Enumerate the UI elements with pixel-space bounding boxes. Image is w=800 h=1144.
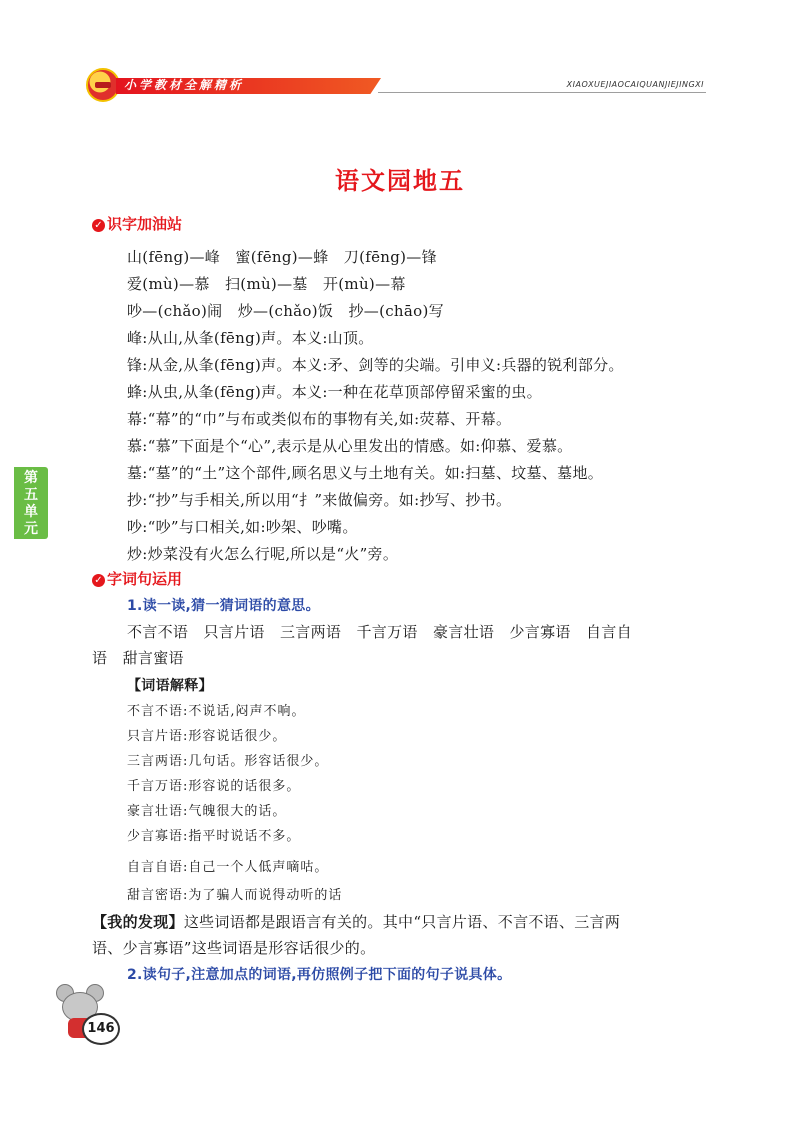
text-line: 吵—(chǎo)闹 炒—(chǎo)饭 抄—(chāo)写 [127, 302, 444, 320]
check-icon: ✓ [92, 574, 105, 587]
text-line: 慕:“慕”下面是个“心”,表示是从心里发出的情感。如:仰慕、爱慕。 [127, 437, 573, 455]
explanation-line: 三言两语:几句话。形容话很少。 [127, 754, 329, 769]
explanation-line: 豪言壮语:气魄很大的话。 [127, 804, 287, 819]
text-line: 墓:“墓”的“土”这个部件,顾名思义与土地有关。如:扫墓、坟墓、墓地。 [127, 464, 604, 482]
question-1: 1.读一读,猜一猜词语的意思。 [127, 598, 320, 614]
header-rule [378, 92, 706, 93]
check-icon: ✓ [92, 219, 105, 232]
text-line: 炒:炒菜没有火怎么行呢,所以是“火”旁。 [127, 545, 399, 563]
discovery-line: 语、少言寡语”这些词语是形容话很少的。 [92, 939, 376, 957]
section-heading-words: ✓ 字词句运用 [92, 568, 182, 589]
page-title: 语文园地五 [335, 167, 465, 195]
header-title: 小学教材全解精析 [124, 78, 245, 92]
page-header [78, 64, 706, 104]
word-list-line: 不言不语 只言片语 三言两语 千言万语 豪言壮语 少言寡语 自言自 [127, 623, 632, 641]
section-heading-literacy: ✓ 识字加油站 [92, 213, 182, 234]
explanation-line: 甜言密语:为了骗人而说得动听的话 [127, 888, 343, 903]
explanation-heading: 【词语解释】 [127, 678, 213, 694]
explanation-line: 自言自语:自己一个人低声嘀咕。 [127, 860, 329, 875]
publisher-logo [86, 68, 120, 102]
text-line: 抄:“抄”与手相关,所以用“扌”来做偏旁。如:抄写、抄书。 [127, 491, 512, 509]
unit-side-tab: 第 五 单 元 [14, 467, 48, 539]
text-line: 锋:从金,从夆(fēng)声。本义:矛、剑等的尖端。引申义:兵器的锐利部分。 [127, 356, 624, 374]
header-pinyin: XIAOXUEJIAOCAIQUANJIEJINGXI [566, 80, 704, 89]
text-line: 峰:从山,从夆(fēng)声。本义:山顶。 [127, 329, 374, 347]
text-line: 吵:“吵”与口相关,如:吵架、吵嘴。 [127, 518, 358, 536]
explanation-line: 只言片语:形容说话很少。 [127, 729, 287, 744]
text-line: 山(fēng)—峰 蜜(fēng)—蜂 刀(fēng)—锋 [127, 248, 437, 266]
question-2: 2.读句子,注意加点的词语,再仿照例子把下面的句子说具体。 [127, 967, 512, 983]
explanation-line: 不言不语:不说话,闷声不响。 [127, 704, 306, 719]
explanation-line: 千言万语:形容说的话很多。 [127, 779, 301, 794]
text-line: 幕:“幕”的“巾”与布或类似布的事物有关,如:荧幕、开幕。 [127, 410, 512, 428]
text-line: 蜂:从虫,从夆(fēng)声。本义:一种在花草顶部停留采蜜的虫。 [127, 383, 542, 401]
text-line: 爱(mù)—慕 扫(mù)—墓 开(mù)—幕 [127, 275, 406, 293]
discovery-line: 【我的发现】这些词语都是跟语言有关的。其中“只言片语、不言不语、三言两 [92, 913, 621, 931]
page-number: 146 [82, 1013, 120, 1045]
explanation-line: 少言寡语:指平时说话不多。 [127, 829, 301, 844]
word-list-line: 语 甜言蜜语 [92, 649, 184, 667]
